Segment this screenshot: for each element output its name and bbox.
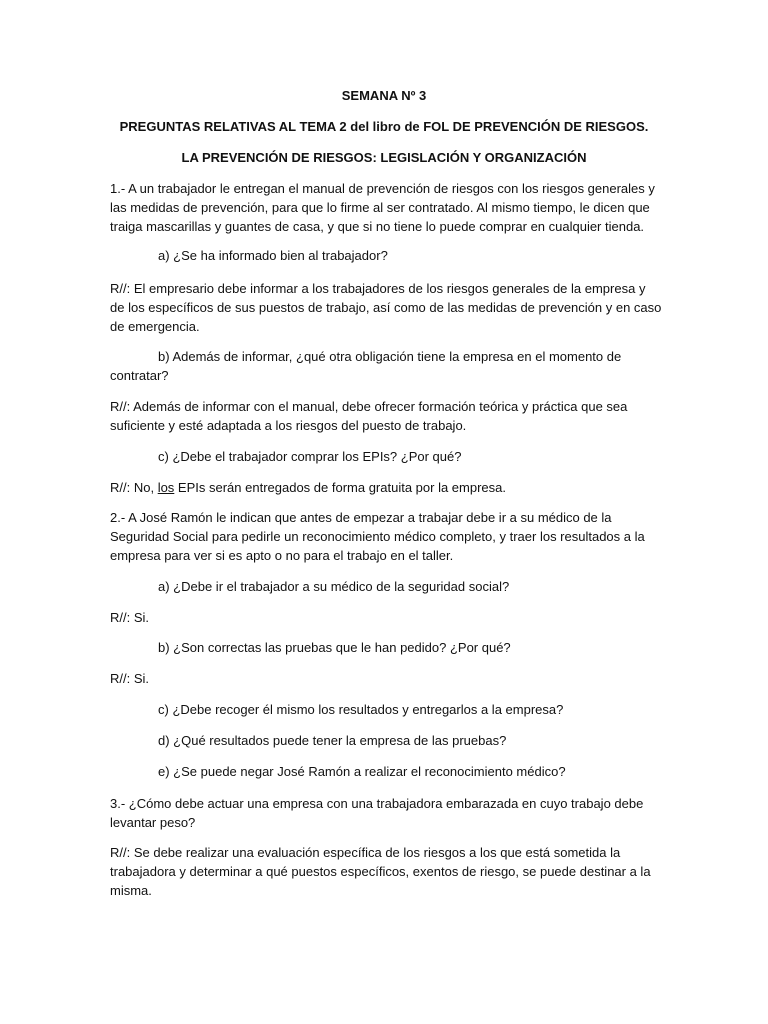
q3-answer-line: R//: Se debe realizar una evaluación específica de los riesgos a los que está sometida la bbox=[110, 845, 621, 860]
q1-b-question-line: contratar? bbox=[110, 368, 169, 383]
q1-a-answer-line: R//: El empresario debe informar a los trabajadores de los riesgos generales de la empresa y bbox=[110, 281, 646, 296]
q2-statement-line: empresa para ver si es apto o no para el trabajo en el taller. bbox=[110, 548, 454, 563]
q1-c-answer-prefix: R//: No, bbox=[110, 480, 158, 495]
q3-statement-line: levantar peso? bbox=[110, 815, 196, 830]
q1-c-answer-underlined: los bbox=[157, 480, 175, 495]
q3-answer-line: trabajadora y determinar a qué puestos específicos, exentos de riesgo, se puede destinar a la bbox=[110, 864, 651, 879]
q1-b-answer-line: suficiente y esté adaptada a los riesgos del puesto de trabajo. bbox=[110, 418, 467, 433]
q1-statement-line: traiga mascarillas y guantes de casa, y que si no tiene lo puede comprar en cualquier tienda. bbox=[110, 219, 645, 234]
q1-statement-line: 1.- A un trabajador le entregan el manual de prevención de riesgos con los riesgos generales y bbox=[110, 181, 655, 196]
q1-statement-line: las medidas de prevención, para que lo firme al ser contratado. Al mismo tiempo, le dicen que bbox=[110, 200, 650, 215]
document-subtitle: PREGUNTAS RELATIVAS AL TEMA 2 del libro de FOL DE PREVENCIÓN DE RIESGOS. bbox=[119, 119, 649, 134]
q1-c-answer bbox=[110, 478, 506, 497]
q2-a-answer: R//: Si. bbox=[110, 610, 150, 625]
q2-statement-line: Seguridad Social para pedirle un reconocimiento médico completo, y traer los resultados a la bbox=[110, 529, 645, 544]
q1-a-answer-line: de emergencia. bbox=[110, 319, 200, 334]
q1-c-answer-suffix: EPIs serán entregados de forma gratuita por la empresa. bbox=[174, 480, 506, 495]
q2-b-answer: R//: Si. bbox=[110, 671, 150, 686]
q1-a-answer-line: de los específicos de sus puestos de trabajo, así como de las medidas de prevención y en caso bbox=[110, 300, 662, 315]
q1-b-question-line: b) Además de informar, ¿qué otra obligación tiene la empresa en el momento de bbox=[158, 349, 622, 364]
topic-heading: LA PREVENCIÓN DE RIESGOS: LEGISLACIÓN Y ORGANIZACIÓN bbox=[181, 150, 587, 165]
q2-e-question: e) ¿Se puede negar José Ramón a realizar el reconocimiento médico? bbox=[158, 764, 566, 779]
q2-a-question: a) ¿Debe ir el trabajador a su médico de la seguridad social? bbox=[158, 579, 510, 594]
week-heading: SEMANA Nº 3 bbox=[341, 88, 427, 103]
q1-a-question: a) ¿Se ha informado bien al trabajador? bbox=[158, 248, 388, 263]
q3-statement-line: 3.- ¿Cómo debe actuar una empresa con una trabajadora embarazada en cuyo trabajo debe bbox=[110, 796, 644, 811]
q3-answer-line: misma. bbox=[110, 883, 152, 898]
q2-c-question: c) ¿Debe recoger él mismo los resultados y entregarlos a la empresa? bbox=[158, 702, 564, 717]
q2-statement-line: 2.- A José Ramón le indican que antes de empezar a trabajar debe ir a su médico de la bbox=[110, 510, 612, 525]
q1-b-answer-line: R//: Además de informar con el manual, debe ofrecer formación teórica y práctica que sea bbox=[110, 399, 628, 414]
q2-b-question: b) ¿Son correctas las pruebas que le han pedido? ¿Por qué? bbox=[158, 640, 511, 655]
q2-d-question: d) ¿Qué resultados puede tener la empresa de las pruebas? bbox=[158, 733, 507, 748]
q1-c-question: c) ¿Debe el trabajador comprar los EPIs? ¿Por qué? bbox=[158, 449, 462, 464]
